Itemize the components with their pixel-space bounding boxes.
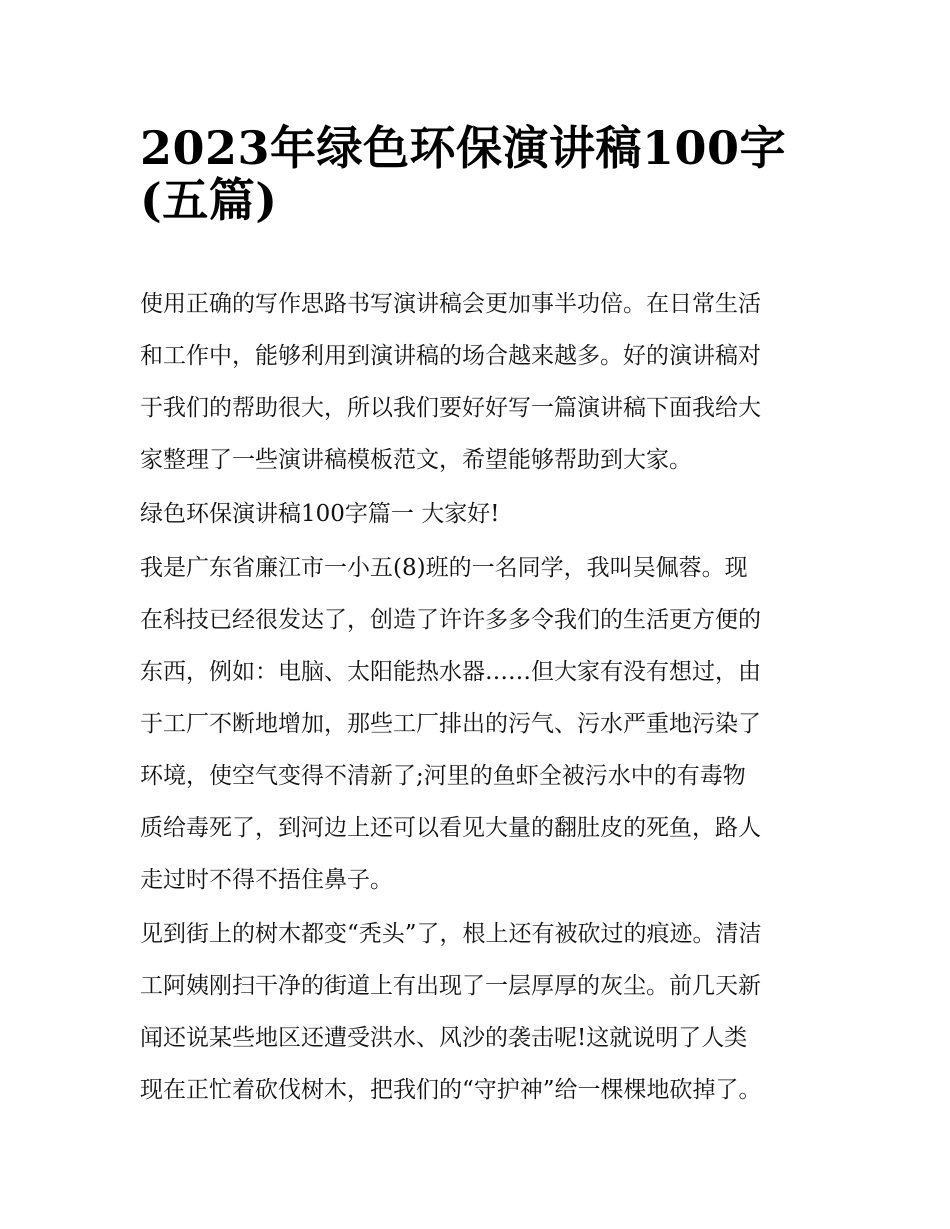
- text-line: 于我们的帮助很大，所以我们要好好写一篇演讲稿下面我给大: [140, 395, 761, 421]
- intro-paragraph: [140, 278, 820, 486]
- text-line: 东西，例如：电脑、太阳能热水器……但大家有没有想过，由: [140, 659, 761, 685]
- document-title: [140, 112, 820, 227]
- text-line: 质给毒死了，到河边上还可以看见大量的翻肚皮的死鱼，路人: [140, 815, 761, 841]
- text-line: 于工厂不断地增加，那些工厂排出的污气、污水严重地污染了: [140, 711, 761, 737]
- text-line: 家整理了一些演讲稿模板范文，希望能够帮助到大家。: [140, 447, 692, 473]
- text-line: 我是广东省廉江市一小五(8)班的一名同学，我叫吴佩蓉。现: [140, 555, 748, 581]
- text-line: 在科技已经很发达了，创造了许许多多令我们的生活更方便的: [140, 607, 761, 633]
- text-line: 见到街上的树木都变“秃头”了，根上还有被砍过的痕迹。清洁: [140, 921, 762, 947]
- text-line: 绿色环保演讲稿100字篇一 大家好!: [140, 501, 500, 527]
- document-body: [140, 278, 820, 1118]
- text-line: 闻还说某些地区还遭受洪水、风沙的袭击呢!这就说明了人类: [140, 1025, 748, 1051]
- speech-paragraph-1: [140, 542, 820, 906]
- text-line: 现在正忙着砍伐树木，把我们的“守护神”给一棵棵地砍掉了。: [140, 1077, 762, 1103]
- speech-paragraph-2: [140, 908, 820, 1116]
- section-heading-paragraph: [140, 488, 820, 540]
- text-line: 工阿姨刚扫干净的街道上有出现了一层厚厚的灰尘。前几天新: [140, 973, 761, 999]
- title-line: 2023年绿色环保演讲稿100字: [140, 121, 787, 175]
- text-line: 和工作中，能够利用到演讲稿的场合越来越多。好的演讲稿对: [140, 343, 761, 369]
- text-line: 环境，使空气变得不清新了;河里的鱼虾全被污水中的有毒物: [140, 763, 746, 789]
- title-line: (五篇): [140, 173, 278, 227]
- text-line: 使用正确的写作思路书写演讲稿会更加事半功倍。在日常生活: [140, 291, 761, 317]
- text-line: 走过时不得不捂住鼻子。: [140, 867, 393, 893]
